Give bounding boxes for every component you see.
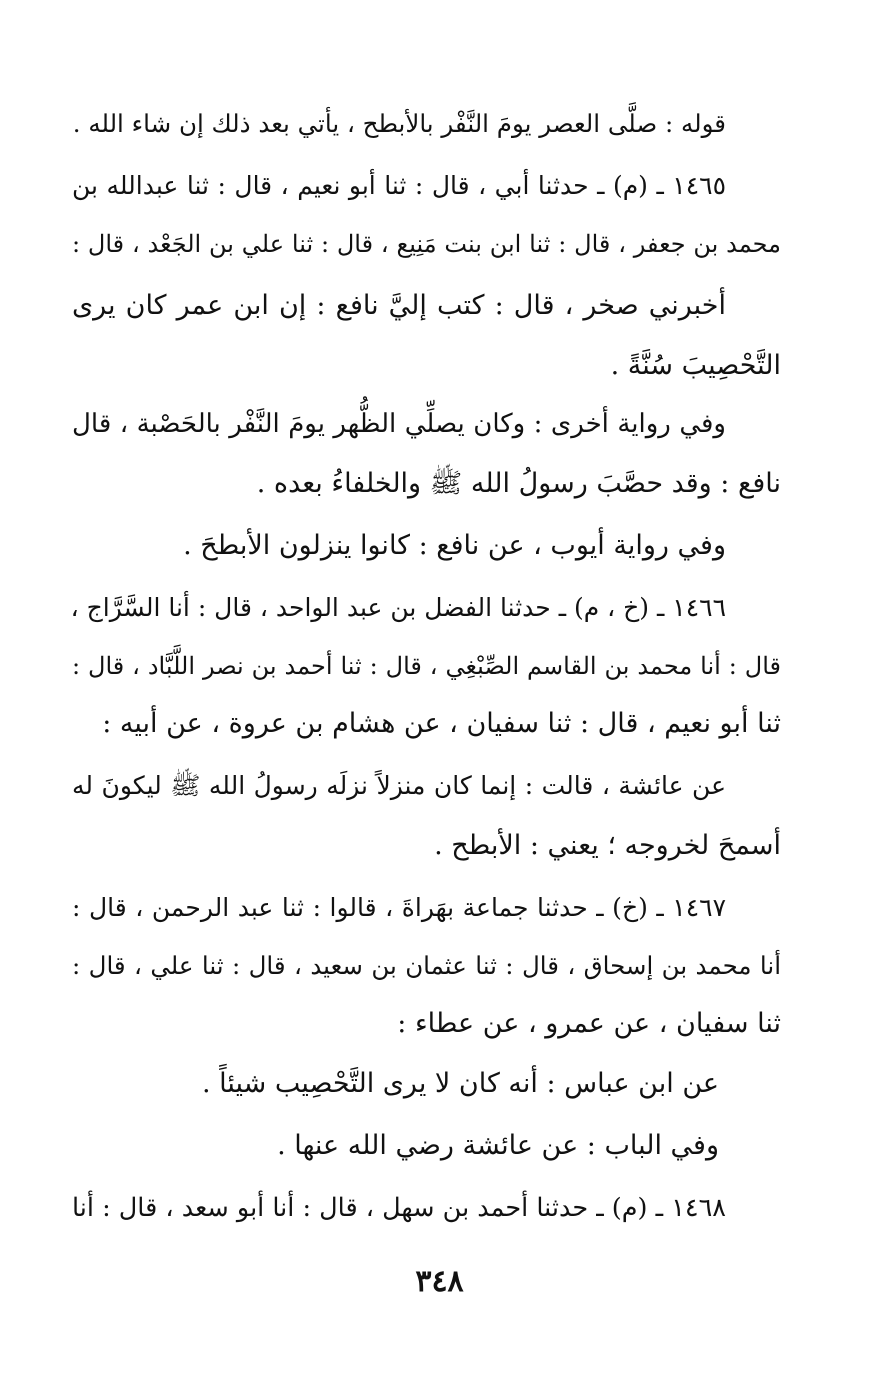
text-line: قوله : صلَّى العصر يومَ النَّفْر بالأبطح ، يأتي بعد ذلك إن شاء الله . — [72, 109, 726, 138]
hadith-1467-line: ١٤٦٧ ـ (خ) ـ حدثنا جماعة بهَراةَ ، قالوا : ثنا عبد الرحمن ، قال : — [72, 893, 726, 922]
hadith-1465-line: محمد بن جعفر ، قال : ثنا ابن بنت مَنِيع ، قال : ثنا علي بن الجَعْد ، قال : — [72, 230, 781, 258]
narration-line: وفي رواية أخرى : وكان يصلِّي الظُّهر يومَ النَّفْر بالحَصْبة ، قال — [72, 409, 726, 439]
narration-line: نافع : وقد حصَّبَ رسولُ الله ﷺ والخلفاءُ بعده . — [256, 468, 781, 499]
hadith-1467-line: عن ابن عباس : أنه كان لا يرى التَّحْصِيب شيئاً . — [201, 1068, 719, 1099]
hadith-1467-line: أنا محمد بن إسحاق ، قال : ثنا عثمان بن سعيد ، قال : ثنا علي ، قال : — [72, 951, 781, 980]
hadith-1465-line: أخبرني صخر ، قال : كتب إليَّ نافع : إن ابن عمر كان يرى — [72, 290, 726, 321]
hadith-1467-line: ثنا سفيان ، عن عمرو ، عن عطاء : — [397, 1008, 781, 1039]
hadith-1466-line: ١٤٦٦ ـ (خ ، م) ـ حدثنا الفضل بن عبد الواحد ، قال : أنا السَّرَّاج ، — [70, 593, 726, 622]
hadith-1467-line: وفي الباب : عن عائشة رضي الله عنها . — [277, 1130, 719, 1161]
page-number: ٣٤٨ — [415, 1264, 464, 1299]
hadith-1465-line: ١٤٦٥ ـ (م) ـ حدثنا أبي ، قال : ثنا أبو نعيم ، قال : ثنا عبدالله بن — [72, 171, 726, 200]
hadith-1466-line: قال : أنا محمد بن القاسم الصِّبْغِي ، قال : ثنا أحمد بن نصر اللَّبَّاد ، قال : — [72, 652, 782, 680]
hadith-1465-line: التَّحْصِيبَ سُنَّةً . — [610, 350, 781, 381]
hadith-1466-line: عن عائشة ، قالت : إنما كان منزلاً نزلَه رسولُ الله ﷺ ليكونَ له — [72, 771, 726, 800]
narration-line: وفي رواية أيوب ، عن نافع : كانوا ينزلون الأبطحَ . — [183, 530, 726, 561]
hadith-1468-line: ١٤٦٨ ـ (م) ـ حدثنا أحمد بن سهل ، قال : أنا أبو سعد ، قال : أنا — [72, 1193, 726, 1223]
hadith-1466-line: أسمحَ لخروجه ؛ يعني : الأبطح . — [434, 830, 781, 861]
hadith-1466-line: ثنا أبو نعيم ، قال : ثنا سفيان ، عن هشام بن عروة ، عن أبيه : — [102, 708, 781, 739]
